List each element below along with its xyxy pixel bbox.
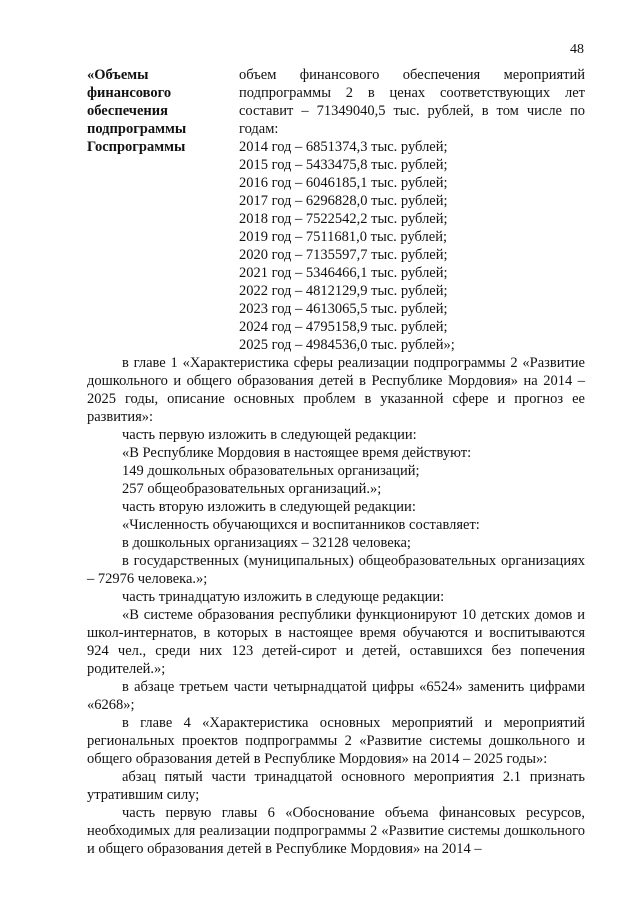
year-item: 2022 год – 4812129,9 тыс. рублей; bbox=[239, 283, 448, 299]
paragraph: часть первую главы 6 «Обоснование объема финансовых ресурсов, необходимых для реализации подпрограммы 2 «Развитие системы дошкольного и общего образования детей в Республике Мордовия» на 2014 – bbox=[87, 805, 585, 857]
year-item: 2018 год – 7522542,2 тыс. рублей; bbox=[239, 211, 448, 227]
paragraph: 149 дошкольных образовательных организаций; bbox=[122, 463, 420, 479]
paragraph: часть тринадцатую изложить в следующе редакции: bbox=[122, 589, 445, 605]
passport-label-line: Госпрограммы bbox=[87, 139, 186, 155]
paragraph: 257 общеобразовательных организаций.»; bbox=[122, 481, 382, 497]
year-item: 2016 год – 6046185,1 тыс. рублей; bbox=[239, 175, 448, 191]
paragraph: часть вторую изложить в следующей редакции: bbox=[122, 499, 416, 515]
passport-label bbox=[87, 66, 239, 354]
passport-table bbox=[87, 66, 585, 354]
paragraph: «В Республике Мордовия в настоящее время действуют: bbox=[122, 445, 472, 461]
year-item: 2025 год – 4984536,0 тыс. рублей»; bbox=[239, 337, 455, 353]
passport-label-line: «Объемы bbox=[87, 67, 149, 83]
year-item: 2015 год – 5433475,8 тыс. рублей; bbox=[239, 157, 448, 173]
paragraph: в дошкольных организациях – 32128 человека; bbox=[122, 535, 411, 551]
paragraph: в главе 4 «Характеристика основных мероприятий и мероприятий региональных проектов подпрограммы 2 «Развитие системы дошкольного и общего образования детей в Республике Мордовия» на 2014 – 2025 годы»: bbox=[87, 715, 585, 767]
paragraph: в главе 1 «Характеристика сферы реализации подпрограммы 2 «Развитие дошкольного и общего образования детей в Республике Мордовия» на 2014 – 2025 годы, описание основных проблем в указанной сфере и прогноз ее развития»: bbox=[87, 355, 585, 425]
paragraph: «Численность обучающихся и воспитанников составляет: bbox=[122, 517, 480, 533]
paragraph: в государственных (муниципальных) общеобразовательных организациях – 72976 человека.»; bbox=[87, 553, 585, 587]
year-item: 2020 год – 7135597,7 тыс. рублей; bbox=[239, 247, 448, 263]
passport-intro: объем финансового обеспечения мероприятий подпрограммы 2 в ценах соответствующих лет составит – 71349040,5 тыс. рублей, в том числе по годам: bbox=[239, 67, 585, 137]
page-number: 48 bbox=[570, 42, 584, 57]
year-list bbox=[239, 138, 585, 354]
passport-label-line: обеспечения bbox=[87, 103, 168, 119]
year-item: 2017 год – 6296828,0 тыс. рублей; bbox=[239, 193, 448, 209]
paragraph: часть первую изложить в следующей редакции: bbox=[122, 427, 417, 443]
year-item: 2024 год – 4795158,9 тыс. рублей; bbox=[239, 319, 448, 335]
year-item: 2014 год – 6851374,3 тыс. рублей; bbox=[239, 139, 448, 155]
passport-label-line: подпрограммы bbox=[87, 121, 187, 137]
year-item: 2019 год – 7511681,0 тыс. рублей; bbox=[239, 229, 447, 245]
paragraph: «В системе образования республики функционируют 10 детских домов и школ-интернатов, в которых в настоящее время обучаются и воспитываются 924 чел., среди них 123 детей-сирот и детей, оставшихся без попечения родителей.»; bbox=[87, 607, 585, 677]
paragraph: абзац пятый части тринадцатой основного мероприятия 2.1 признать утратившим силу; bbox=[87, 769, 585, 803]
document-body bbox=[87, 354, 585, 858]
year-item: 2023 год – 4613065,5 тыс. рублей; bbox=[239, 301, 448, 317]
paragraph: в абзаце третьем части четырнадцатой цифры «6524» заменить цифрами «6268»; bbox=[87, 679, 585, 713]
passport-label-line: финансового bbox=[87, 85, 172, 101]
passport-value bbox=[239, 66, 585, 354]
year-item: 2021 год – 5346466,1 тыс. рублей; bbox=[239, 265, 448, 281]
